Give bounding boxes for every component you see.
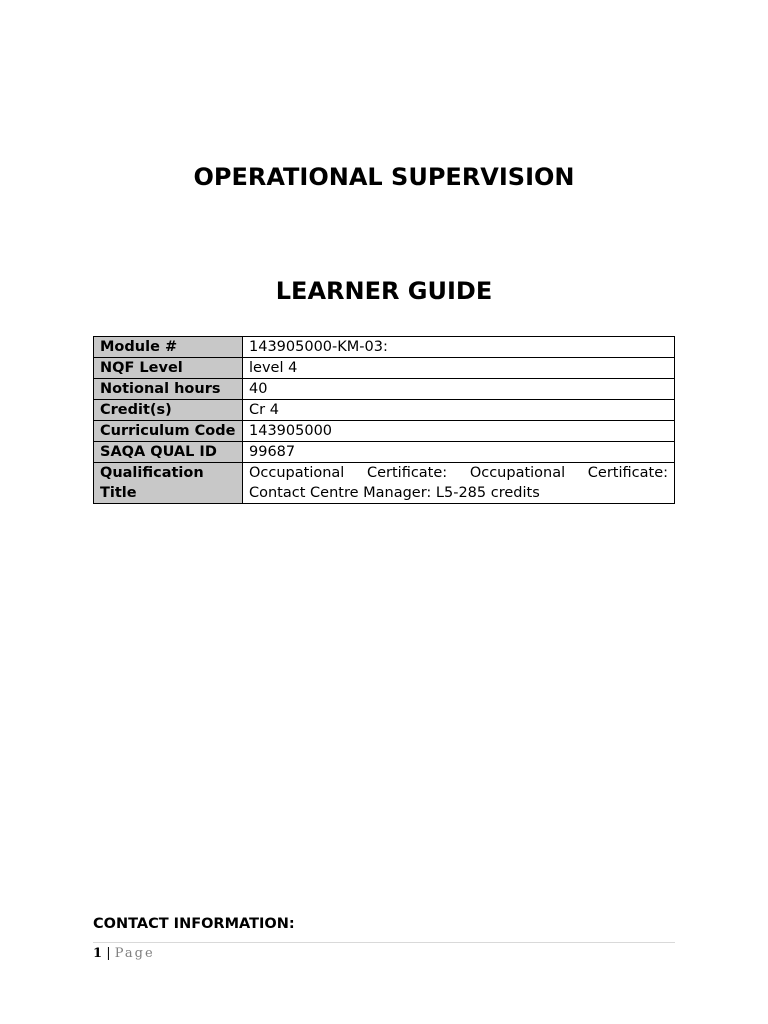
- table-row-saqa-qual-id: [94, 442, 675, 463]
- document-subtitle: LEARNER GUIDE: [275, 277, 493, 305]
- footer-divider: [93, 942, 675, 943]
- row-value: 143905000-KM-03:: [243, 337, 675, 358]
- row-label: SAQA QUAL ID: [94, 442, 243, 463]
- module-info-table: [93, 336, 675, 504]
- page-number: 1: [93, 946, 103, 961]
- table-row-qualification-title: [94, 463, 675, 504]
- table-row-notional-hours: [94, 379, 675, 400]
- row-value: 40: [243, 379, 675, 400]
- row-label: Curriculum Code: [94, 421, 243, 442]
- row-label: Notional hours: [94, 379, 243, 400]
- row-value: Occupational Certificate: Occupational Certificate: Contact Centre Manager: L5-285 credits: [243, 463, 675, 504]
- page-label: Page: [114, 946, 155, 961]
- page-footer: [93, 945, 155, 963]
- row-value: 143905000: [243, 421, 675, 442]
- table-row-credits: [94, 400, 675, 421]
- row-label: Qualification Title: [94, 463, 243, 504]
- row-label: Module #: [94, 337, 243, 358]
- document-title: OPERATIONAL SUPERVISION: [193, 163, 575, 191]
- table-row-nqf-level: [94, 358, 675, 379]
- row-value: 99687: [243, 442, 675, 463]
- row-value: level 4: [243, 358, 675, 379]
- row-value: Cr 4: [243, 400, 675, 421]
- table-row-curriculum-code: [94, 421, 675, 442]
- contact-information-heading: CONTACT INFORMATION:: [93, 916, 295, 932]
- row-label: NQF Level: [94, 358, 243, 379]
- row-label: Credit(s): [94, 400, 243, 421]
- table-row-module: [94, 337, 675, 358]
- footer-separator: |: [106, 946, 111, 961]
